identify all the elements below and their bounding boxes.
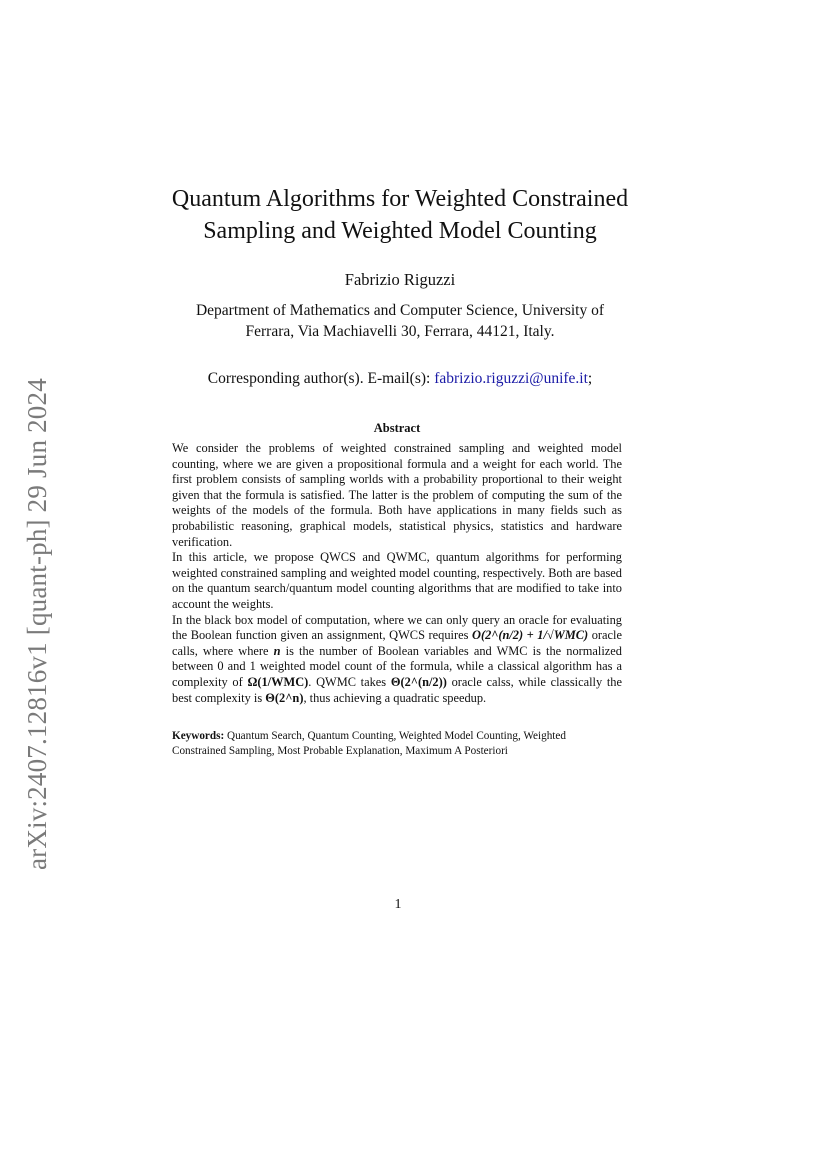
abstract-p3-text-c: is the number of Boolean variables and WMC is the normalized between 0 and 1 weighted model count of the formula, while a classical algorithm has a complexity of: [172, 643, 622, 689]
math-qwcs-complexity: O(2^(n/2) + 1/√WMC): [472, 628, 589, 643]
abstract-paragraph-1: We consider the problems of weighted constrained sampling and weighted model counting, where we are given a propositional formula and a weight for each world. The first problem consists of sampling worlds with a probability proportional to their weight given that the formula is satisfied. The latter is the problem of computing the sum of the weights of the models of the formula. Both have applications in many fields such as probabilistic reasoning, graphical models, statistical physics, statistics and hardware verification.: [172, 441, 622, 549]
abstract-paragraph-3: [172, 613, 622, 707]
affiliation: [170, 300, 630, 342]
corresponding-label: Corresponding author(s). E-mail(s):: [207, 370, 435, 387]
affiliation-line-1: Department of Mathematics and Computer Science, University of: [195, 302, 605, 319]
abstract-p3-text-a: In the black box model of computation, where we can only query an oracle for evaluating the Boolean function given an assignment, QWCS requires: [172, 612, 622, 643]
abstract-p3-text-d: . QWMC takes: [308, 674, 391, 689]
abstract-p3-text-e: oracle calss, while classically the best complexity is: [172, 674, 622, 705]
abstract-p3-text-b: oracle calls, where where: [172, 628, 622, 658]
abstract-body: [172, 441, 622, 706]
title-line-1: Quantum Algorithms for Weighted Constrained: [171, 186, 629, 212]
math-qwmc-complexity: Θ(2^(n/2)): [390, 674, 447, 689]
corresponding-suffix: ;: [587, 370, 593, 387]
abstract-p3-text-f: , thus achieving a quadratic speedup.: [303, 690, 487, 705]
math-classical-qwmc-complexity: Θ(2^n): [265, 690, 304, 705]
keywords-label: Keywords:: [172, 730, 225, 742]
abstract-heading: Abstract: [373, 421, 421, 435]
title-line-2: Sampling and Weighted Model Counting: [203, 218, 597, 244]
corresponding-author: [150, 370, 650, 388]
affiliation-line-2: Ferrara, Via Machiavelli 30, Ferrara, 44121, Italy.: [245, 323, 555, 340]
page-number: 1: [394, 897, 402, 912]
abstract-paragraph-2: In this article, we propose QWCS and QWMC, quantum algorithms for performing weighted constrained sampling and weighted model counting, respectively. Both are based on the quantum search/quantum model counting algorithms that are modified to take into account the weights.: [172, 550, 622, 611]
math-classical-complexity: Ω(1/WMC): [247, 674, 309, 689]
keywords: [172, 729, 622, 758]
email-link[interactable]: fabrizio.riguzzi@unife.it: [434, 370, 588, 387]
paper-title: [150, 183, 650, 247]
math-n: n: [273, 643, 281, 658]
arxiv-identifier-stamp: arXiv:2407.12816v1 [quant-ph] 29 Jun 2024: [22, 378, 52, 870]
keywords-list: Quantum Search, Quantum Counting, Weighted Model Counting, Weighted Constrained Sampling, Most Probable Explanation, Maximum A Posteriori: [172, 730, 566, 757]
author-name: Fabrizio Riguzzi: [344, 270, 456, 289]
